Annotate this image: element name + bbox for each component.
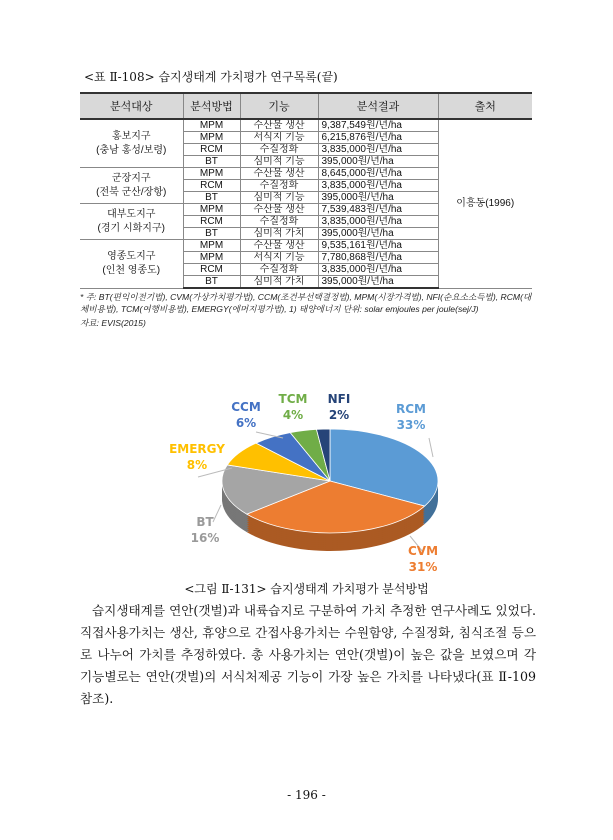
column-header: 기능 [240,93,318,119]
result-cell: 9,535,161원/년/ha [318,240,438,252]
method-cell: MPM [183,204,240,216]
function-cell: 수산물 생산 [240,168,318,180]
function-cell: 수산물 생산 [240,204,318,216]
site-region: (경기 시화지구) [97,222,165,234]
table-source: 자료: EVIS(2015) [80,318,146,328]
result-cell: 3,835,000원/년/ha [318,216,438,228]
function-cell: 심미적 가치 [240,276,318,289]
result-cell: 3,835,000원/년/ha [318,144,438,156]
site-name: 홍보지구 [111,130,151,142]
data-label-emergy [169,441,225,473]
result-cell: 3,835,000원/년/ha [318,180,438,192]
result-cell: 8,645,000원/년/ha [318,168,438,180]
function-cell: 심미적 가치 [240,228,318,240]
result-cell: 7,780,868원/년/ha [318,252,438,264]
function-cell: 심미적 기능 [240,192,318,204]
function-cell: 수질정화 [240,144,318,156]
function-cell: 수질정화 [240,216,318,228]
slice-percent: 6% [235,416,257,430]
slice-name: CVM [407,544,439,558]
function-cell: 서식지 기능 [240,252,318,264]
data-label-cvm [408,543,438,575]
function-cell: 수산물 생산 [240,119,318,132]
method-cell: BT [183,276,240,289]
slice-percent: 31% [408,560,438,574]
slice-name: NFI [327,392,351,406]
function-cell: 수질정화 [240,264,318,276]
site-region: (전북 군산/장항) [96,186,167,198]
data-label-tcm [279,391,308,423]
site-name: 대부도지구 [107,208,156,220]
data-label-bt [191,514,220,546]
method-cell: RCM [183,180,240,192]
table-note: * 주: BT(편익이전기법), CVM(가상가치평가법), CCM(조건부선택결정법), MPM(시장가격법), NFI(순요소소득법), RCM(대체비용법), TCM(여행비용법), EMERGY(에머지평가법), 1) 태양에너지 단위: solar emjoules per joule(sej/J) [80,292,532,314]
slice-name: TCM [278,392,308,406]
slice-name: EMERGY [169,442,225,456]
result-cell: 3,835,000원/년/ha [318,264,438,276]
data-label-rcm [396,401,426,433]
slice-percent: 4% [282,408,304,422]
method-cell: MPM [183,168,240,180]
slice-name: CCM [231,400,261,414]
method-cell: MPM [183,240,240,252]
method-cell: BT [183,156,240,168]
column-header: 출처 [438,93,532,119]
function-cell: 수질정화 [240,180,318,192]
result-cell: 9,387,549원/년/ha [318,119,438,132]
site-region: (충남 홍성/보령) [96,144,167,156]
slice-percent: 33% [396,418,426,432]
body-paragraph [80,600,536,710]
result-cell: 395,000원/년/ha [318,276,438,289]
source-cell: 이흥동(1996) [438,119,532,288]
site-name: 군장지구 [111,172,151,184]
data-label-nfi [328,391,351,423]
slice-percent: 8% [186,458,208,472]
method-cell: RCM [183,144,240,156]
result-cell: 395,000원/년/ha [318,228,438,240]
method-cell: BT [183,192,240,204]
figure-caption: <그림 Ⅱ-131> 습지생태계 가치평가 분석방법 [184,582,429,596]
result-cell: 6,215,876원/년/ha [318,132,438,144]
result-cell: 395,000원/년/ha [318,192,438,204]
leader-line [429,438,433,457]
method-cell: MPM [183,132,240,144]
function-cell: 수산물 생산 [240,240,318,252]
method-cell: MPM [183,119,240,132]
slice-percent: 16% [190,531,220,545]
method-cell: BT [183,228,240,240]
site-region: (인천 영종도) [102,264,161,276]
data-label-ccm [231,399,261,431]
function-cell: 심미적 기능 [240,156,318,168]
body-text: 습지생태계를 연안(갯벌)과 내륙습지로 구분하여 가치 추정한 연구사례도 있었다. 직접사용가치는 생산, 휴양으로 간접사용가치는 수원함양, 수질정화, 침식조절 등으로 나누어 가치를 추정하였다. 총 사용가치는 연안(갯벌)이 높은 값을 보였으며 각 기능별로는 연안(갯벌)의 서식처제공 기능이 가장 높은 가치를 나타냈다(표 Ⅱ-109 참조). [80,603,536,706]
function-cell: 서식지 기능 [240,132,318,144]
column-header: 분석방법 [183,93,240,119]
column-header: 분석대상 [80,93,183,119]
method-cell: MPM [183,252,240,264]
slice-name: BT [196,515,214,529]
method-cell: RCM [183,264,240,276]
column-header: 분석결과 [318,93,438,119]
table-caption: <표 Ⅱ-108> 습지생태계 가치평가 연구목록(끝) [84,70,338,84]
slice-percent: 2% [328,408,350,422]
page-number: - 196 - [287,788,326,802]
site-name: 영종도지구 [107,250,156,262]
result-cell: 7,539,483원/년/ha [318,204,438,216]
result-cell: 395,000원/년/ha [318,156,438,168]
method-cell: RCM [183,216,240,228]
slice-name: RCM [396,402,426,416]
